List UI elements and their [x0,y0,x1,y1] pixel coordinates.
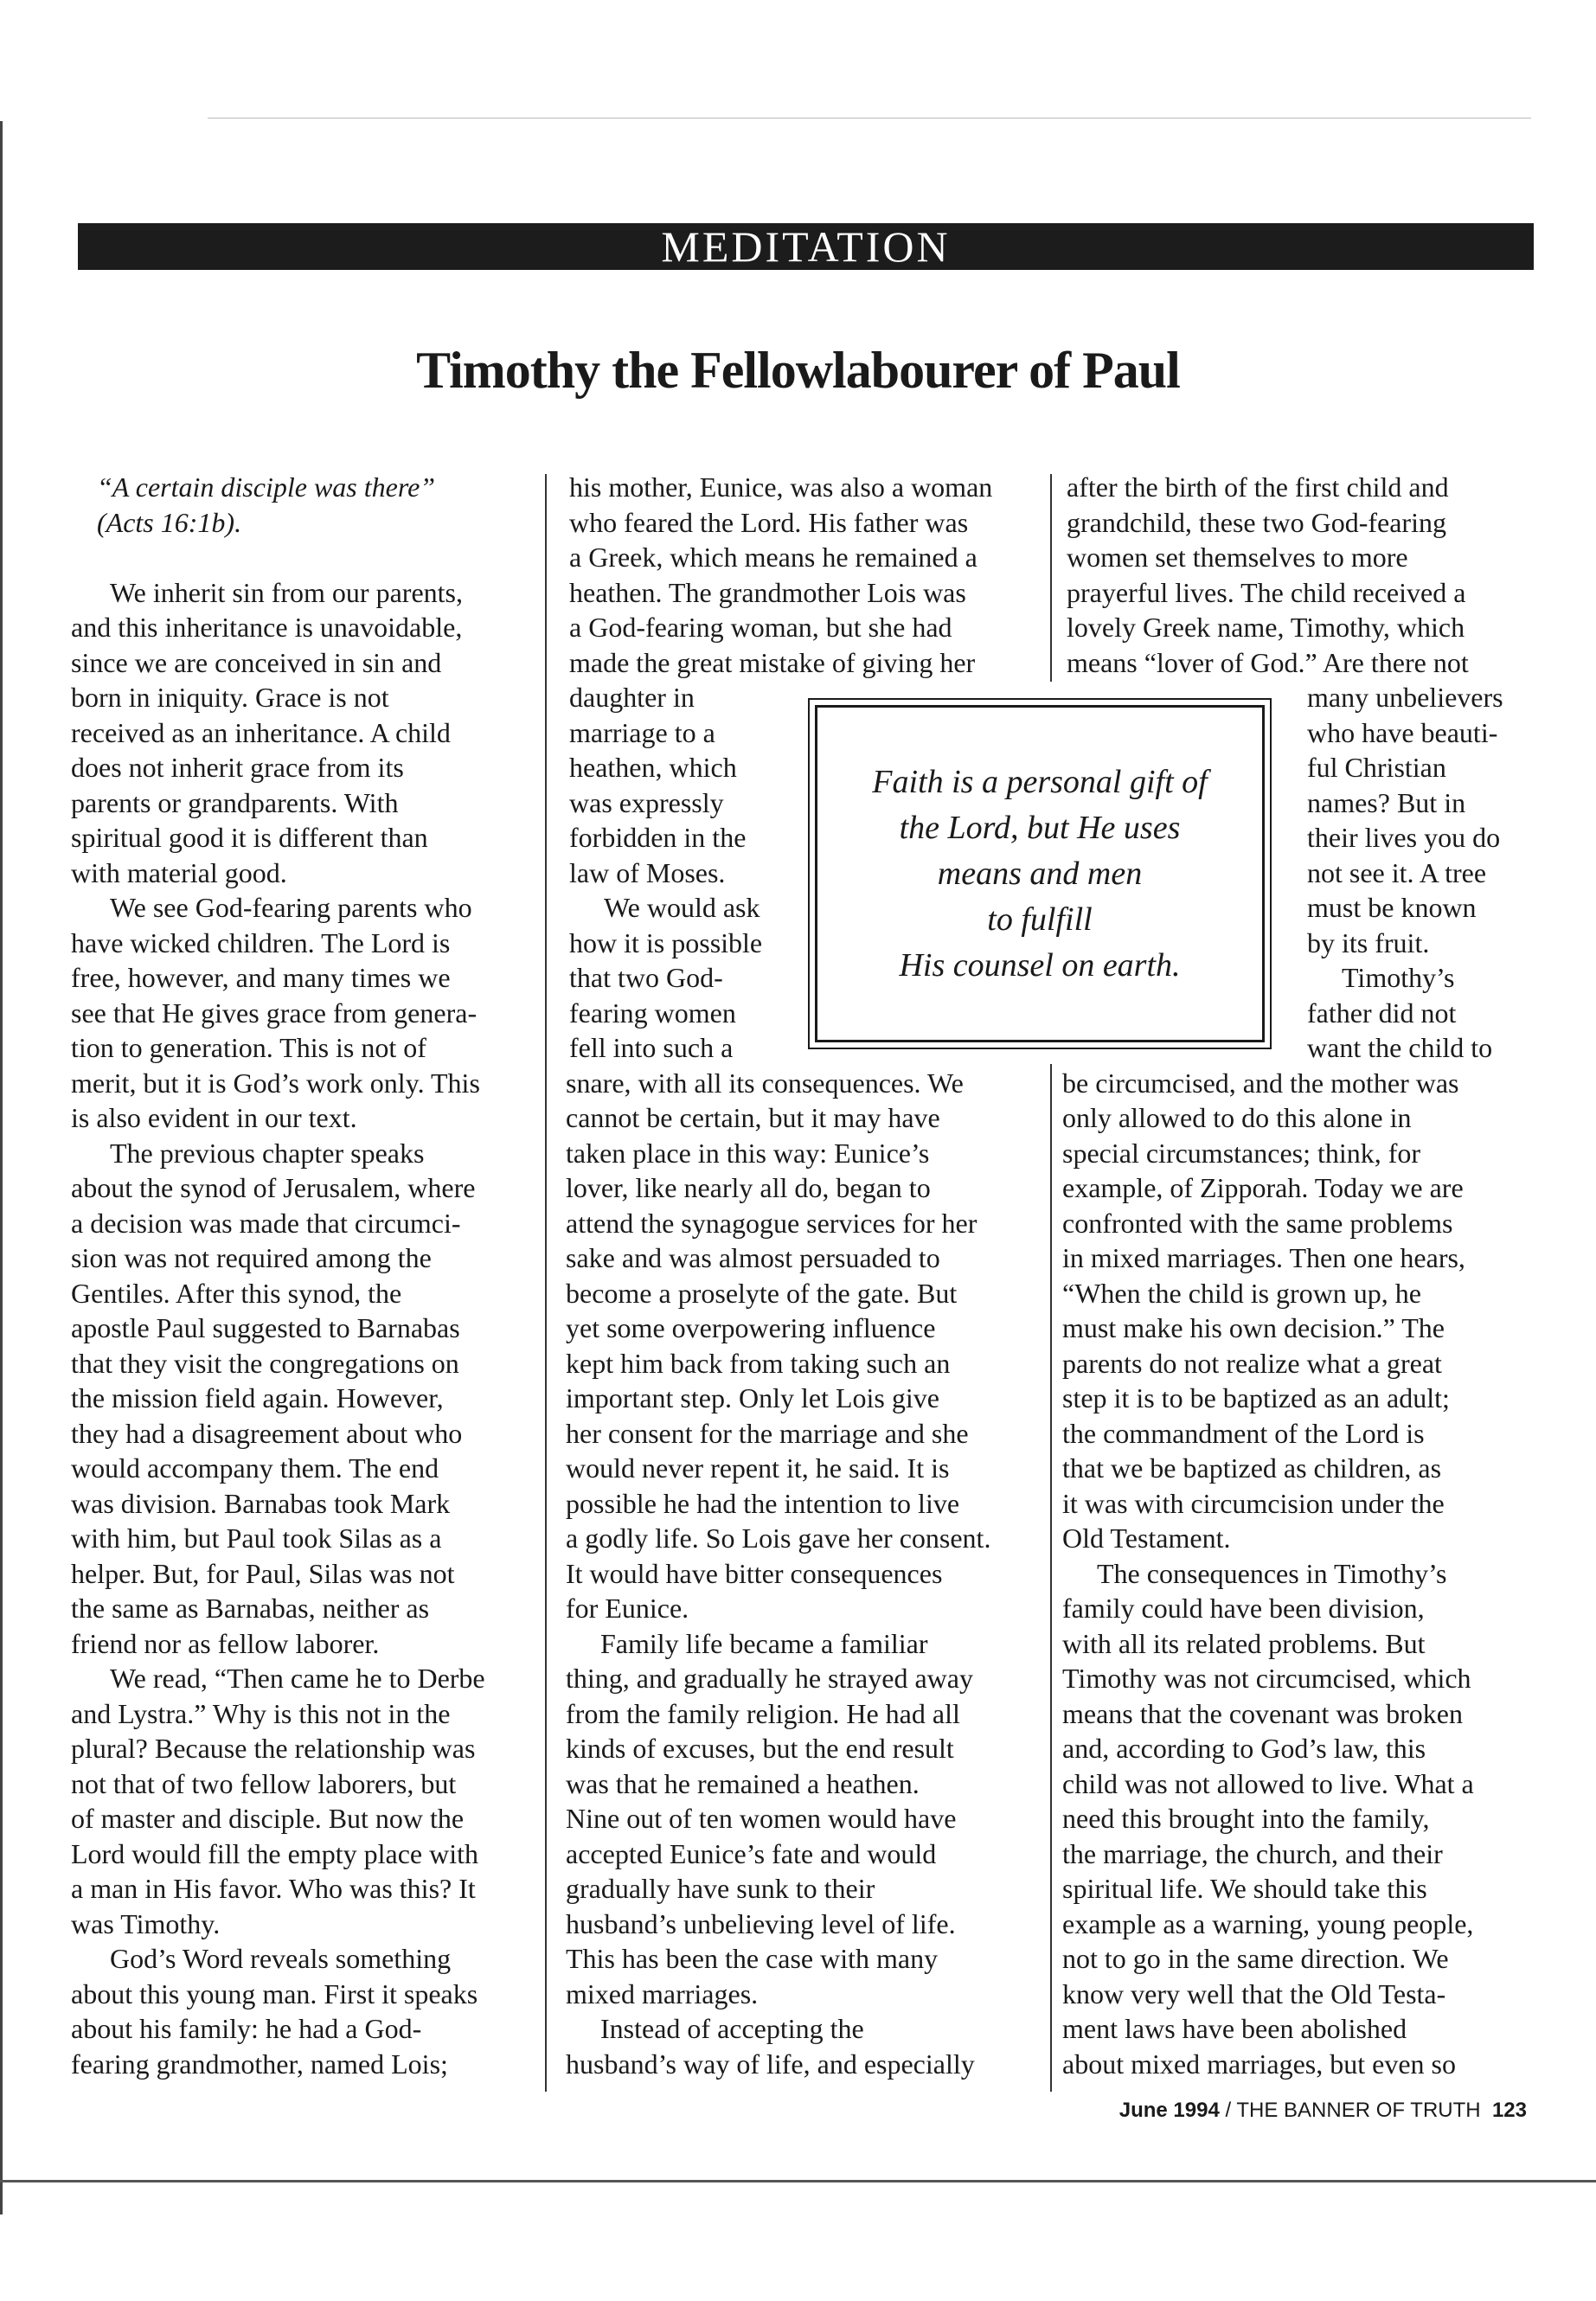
col2-line: made the great mistake of giving her [569,646,976,678]
col1-line: is also evident in our text. [71,1102,357,1133]
col1-line [71,540,542,575]
col1-line: about the synod of Jerusalem, where [71,1172,476,1203]
col3-line: about mixed marriages, but even so [1062,2048,1456,2080]
col2-line: thing, and gradually he strayed away [566,1663,973,1694]
page-edge-bottom [0,2180,1596,2182]
col3-line: women set themselves to more [1067,542,1408,573]
footer-publication: THE BANNER OF TRUTH [1236,2099,1481,2122]
col3-line: that we be baptized as children, as [1062,1452,1442,1484]
col3-line: spiritual life. We should take this [1062,1873,1427,1904]
col2-line: sake and was almost persuaded to [566,1242,940,1273]
pull-quote-box [815,705,1265,1042]
col1-line: We inherit sin from our parents, [110,576,463,608]
col2-line: a Greek, which means he remained a [569,542,977,573]
col3-line: Timothy was not circumcised, which [1062,1663,1471,1694]
footer-page-number: 123 [1491,2099,1527,2122]
col1-line: about this young man. First it speaks [71,1977,478,2009]
footer-date: June 1994 [1118,2099,1220,2122]
col2-line: mixed marriages. [566,1977,759,2009]
col2-line: how it is possible [569,926,763,958]
pull-quote-line: to fulfill [987,901,1093,938]
col3-line: example as a warning, young people, [1062,1907,1474,1939]
col3-line: after the birth of the first child and [1067,471,1449,503]
col3-line: only allowed to do this alone in [1062,1102,1412,1133]
col2-line: marriage to a [569,716,715,748]
col1-line: received as an inheritance. A child [71,716,451,748]
col3-line: not to go in the same direction. We [1062,1943,1449,1974]
col1-line: of master and disciple. But now the [71,1803,465,1834]
col2-line: Instead of accepting the [600,2013,864,2044]
footer-separator: / [1219,2099,1237,2122]
col1-line: born in iniquity. Grace is not [71,682,389,713]
pull-quote-line: His counsel on earth. [899,946,1181,984]
col1-line: was division. Barnabas took Mark [71,1487,451,1519]
col1-line: fearing grandmother, named Lois; [71,2048,448,2080]
col2-line: her consent for the marriage and she [566,1417,969,1449]
column-rule-right-upper [1050,474,1052,682]
page-footer [1119,2093,1527,2128]
col1-line: about his family: he had a God- [71,2013,422,2044]
col1-line: and Lystra.” Why is this not in the [71,1697,451,1729]
col3-line: it was with circumcision under the [1062,1487,1445,1519]
col3-line: special circumstances; think, for [1062,1137,1421,1169]
col3-line: lovely Greek name, Timothy, which [1067,612,1465,643]
col1-line: sion was not required among the [71,1242,432,1273]
col1-line: with material good. [71,856,287,888]
col2-line: kinds of excuses, but the end result [566,1733,954,1764]
column-rule-right-lower [1050,1064,1052,2092]
col2-line: forbidden in the [569,822,747,853]
col1-line: see that He gives grace from genera- [71,997,478,1029]
col1-line: with him, but Paul took Silas as a [71,1522,442,1554]
col3-line: who have beauti- [1307,716,1498,748]
col1-line: helper. But, for Paul, Silas was not [71,1557,455,1589]
col3-line: the marriage, the church, and their [1062,1837,1443,1869]
col3-line: their lives you do [1307,822,1501,853]
pull-quote-line: means and men [937,855,1143,892]
col2-line: attend the synagogue services for her [566,1207,977,1239]
col1-line: the mission field again. However, [71,1382,444,1413]
col2-line: accepted Eunice’s fate and would [566,1837,937,1869]
col1-line: the same as Barnabas, neither as [71,1593,430,1624]
section-banner: MEDITATION [78,223,1534,270]
col3-line: ment laws have been abolished [1062,2013,1407,2044]
col1-line: plural? Because the relationship was [71,1733,476,1764]
col2-line: was expressly [569,786,724,818]
col2-line: yet some overpowering influence [566,1312,936,1343]
col1-line: apostle Paul suggested to Barnabas [71,1312,460,1343]
col3-line: child was not allowed to live. What a [1062,1767,1474,1799]
col2-line: law of Moses. [569,856,726,888]
col3-line: be circumcised, and the mother was [1062,1067,1459,1099]
col1-line: would accompany them. The end [71,1452,439,1484]
col2-line: husband’s way of life, and especially [566,2048,975,2080]
col2-line: heathen, which [569,752,737,783]
col2-line: We would ask [604,892,760,923]
col2-line: heathen. The grandmother Lois was [569,576,966,608]
col2-line: would never repent it, he said. It is [566,1452,950,1484]
col1-line: tion to generation. This is not of [71,1032,426,1063]
col3-line: Timothy’s [1342,962,1455,993]
col2-line: possible he had the intention to live [566,1487,960,1519]
col3-line: parents do not realize what a great [1062,1347,1442,1379]
col3-line: must make his own decision.” The [1062,1312,1445,1343]
col2-line: husband’s unbelieving level of life. [566,1907,956,1939]
col2-line: This has been the case with many [566,1943,939,1974]
col1-line: God’s Word reveals something [110,1943,452,1974]
col1-line: parents or grandparents. With [71,786,399,818]
col1-line: “A certain disciple was there” [97,471,436,503]
page-edge-top [208,118,1531,119]
col1-line: was Timothy. [71,1907,221,1939]
col3-line: the commandment of the Lord is [1062,1417,1425,1449]
col1-line: have wicked children. The Lord is [71,926,451,958]
col3-line: confronted with the same problems [1062,1207,1453,1239]
col3-line: step it is to be baptized as an adult; [1062,1382,1450,1413]
col2-line: cannot be certain, but it may have [566,1102,940,1133]
col3-line: want the child to [1307,1032,1493,1063]
col2-line: kept him back from taking such an [566,1347,951,1379]
col3-line: names? But in [1307,786,1466,818]
col2-line: for Eunice. [566,1593,689,1624]
col3-line: must be known [1307,892,1477,923]
col3-line: need this brought into the family, [1062,1803,1430,1834]
col2-line: from the family religion. He had all [566,1697,960,1729]
col3-line: family could have been division, [1062,1593,1425,1624]
col1-line: merit, but it is God’s work only. This [71,1067,480,1099]
col1-line: friend nor as fellow laborer. [71,1627,380,1659]
col3-line: father did not [1307,997,1457,1029]
col3-line: “When the child is grown up, he [1062,1277,1421,1309]
col3-line: means “lover of God.” Are there not [1067,646,1469,678]
col1-line: that they visit the congregations on [71,1347,459,1379]
pull-quote-line: Faith is a personal gift of [872,763,1208,800]
col1-line: (Acts 16:1b). [97,506,242,538]
col2-line: taken place in this way: Eunice’s [566,1137,930,1169]
col3-line: many unbelievers [1307,682,1503,713]
col2-line: become a proselyte of the gate. But [566,1277,958,1309]
col1-line: since we are conceived in sin and [71,646,442,678]
col1-line: We see God-fearing parents who [110,892,472,923]
page-edge-left [0,121,3,2214]
pull-quote-line: the Lord, but He uses [899,809,1181,846]
col1-line: and this inheritance is unavoidable, [71,612,463,643]
col1-line: We read, “Then came he to Derbe [110,1663,485,1694]
col3-line: by its fruit. [1307,926,1430,958]
col2-line: was that he remained a heathen. [566,1767,920,1799]
col3-line: grandchild, these two God-fearing [1067,506,1446,538]
col2-line: a godly life. So Lois gave her consent. [566,1522,991,1554]
col1-line: not that of two fellow laborers, but [71,1767,457,1799]
col3-line: and, according to God’s law, this [1062,1733,1426,1764]
col2-line: that two God- [569,962,723,993]
col3-line: means that the covenant was broken [1062,1697,1463,1729]
col1-line: The previous chapter speaks [110,1137,425,1169]
col3-line: example, of Zipporah. Today we are [1062,1172,1464,1203]
col2-line: snare, with all its consequences. We [566,1067,964,1099]
col1-line: Gentiles. After this synod, the [71,1277,402,1309]
col3-line: Old Testament. [1062,1522,1231,1554]
col2-line: It would have bitter consequences [566,1557,943,1589]
column-1 [71,470,542,2081]
col2-line: his mother, Eunice, was also a woman [569,471,993,503]
col3-line: not see it. A tree [1307,856,1487,888]
col1-line: free, however, and many times we [71,962,451,993]
col1-line: spiritual good it is different than [71,822,428,853]
col1-line: they had a disagreement about who [71,1417,463,1449]
col2-line: gradually have sunk to their [566,1873,875,1904]
col2-line: daughter in [569,682,695,713]
col1-line: a decision was made that circumci- [71,1207,461,1239]
col3-line: ful Christian [1307,752,1446,783]
col3-line: know very well that the Old Testa- [1062,1977,1446,2009]
article-title: Timothy the Fellowlabourer of Paul [416,342,1180,399]
col2-line: fell into such a [569,1032,734,1063]
column-rule-left [545,474,547,2092]
col2-line: Nine out of ten women would have [566,1803,957,1834]
col2-line: a God-fearing woman, but she had [569,612,952,643]
col3-line: with all its related problems. But [1062,1627,1426,1659]
col1-line: a man in His favor. Who was this? It [71,1873,476,1904]
col3-line: in mixed marriages. Then one hears, [1062,1242,1465,1273]
col1-line: does not inherit grace from its [71,752,404,783]
col2-line: Family life became a familiar [600,1627,928,1659]
col2-line: fearing women [569,997,736,1029]
col2-line: important step. Only let Lois give [566,1382,939,1413]
col2-line: who feared the Lord. His father was [569,506,969,538]
col3-line: The consequences in Timothy’s [1097,1557,1447,1589]
col1-line: Lord would fill the empty place with [71,1837,478,1869]
col3-line: prayerful lives. The child received a [1067,576,1466,608]
col2-line: lover, like nearly all do, began to [566,1172,931,1203]
